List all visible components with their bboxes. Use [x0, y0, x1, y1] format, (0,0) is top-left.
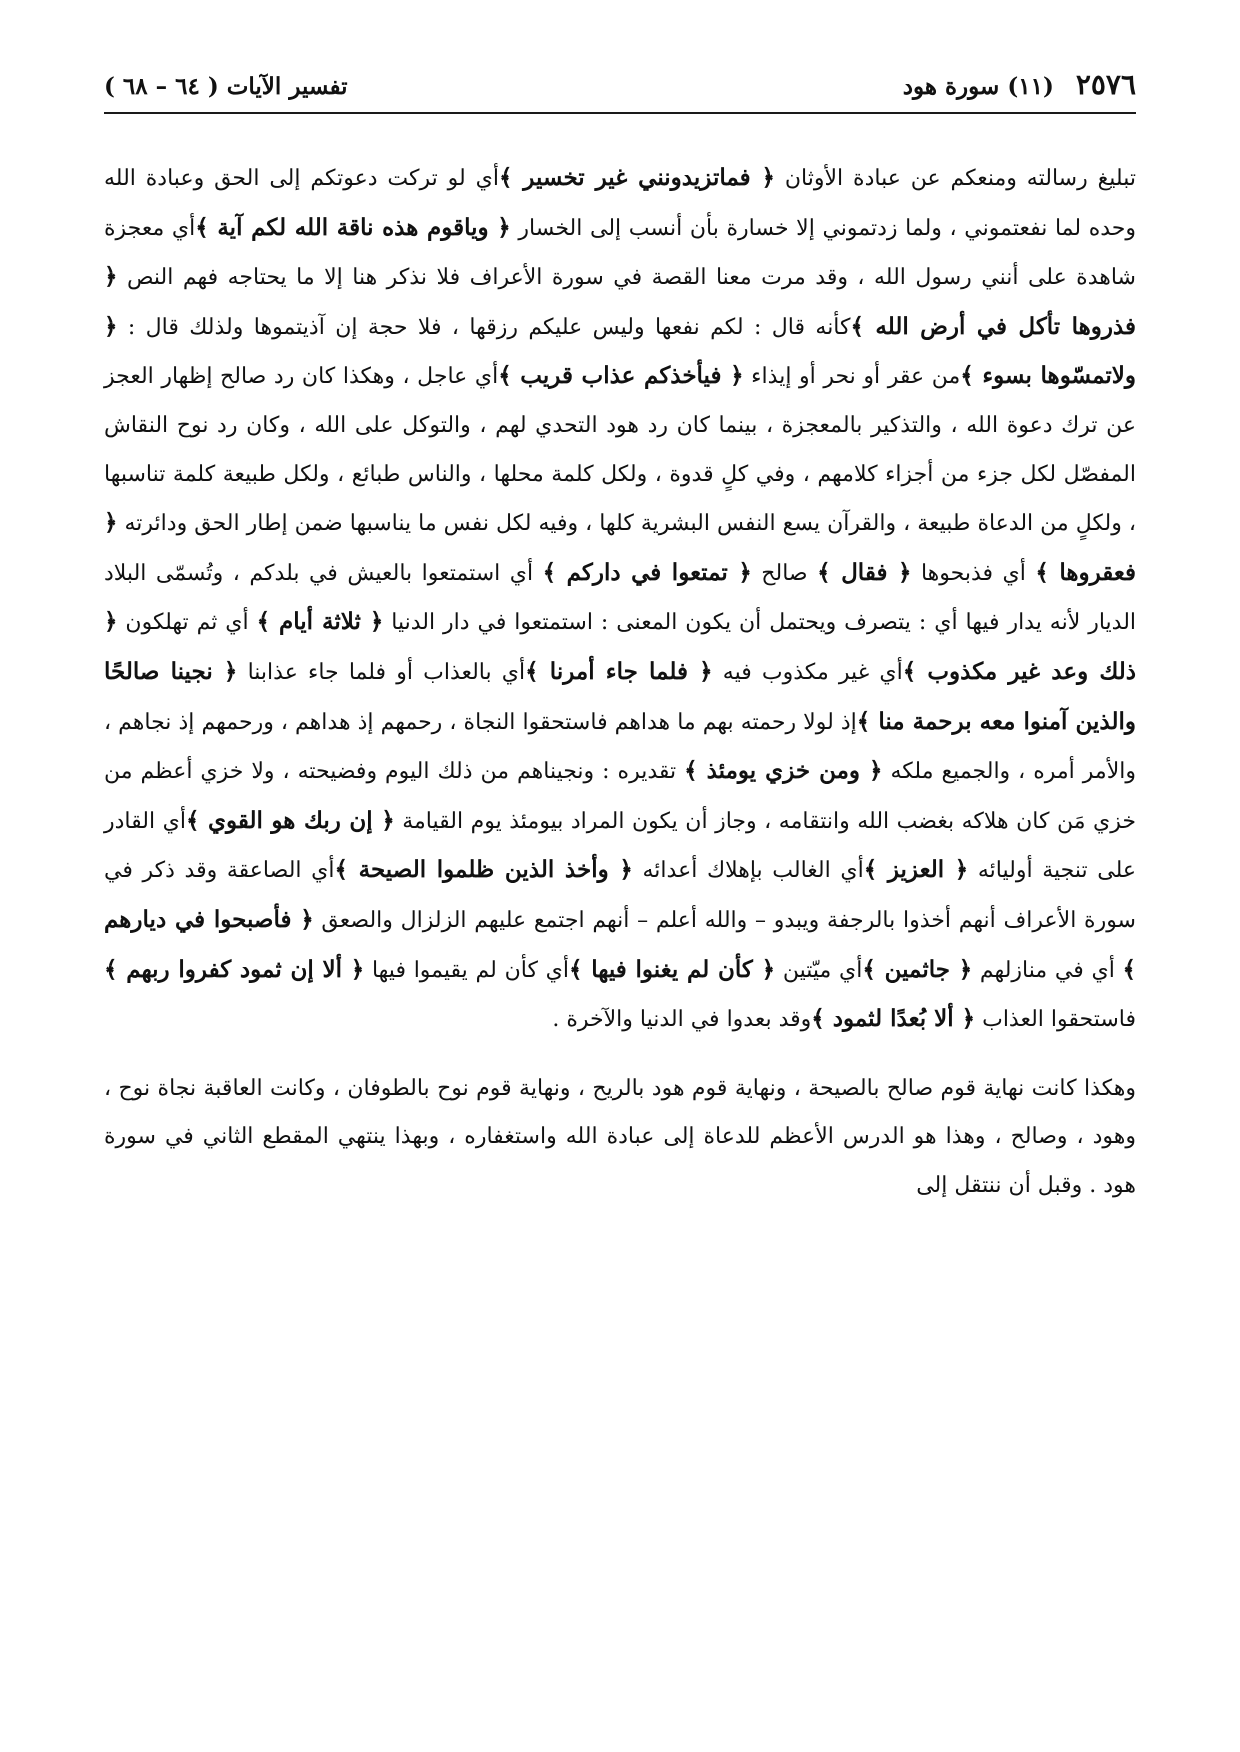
quran-quote: ﴿ وأخذ الذين ظلموا الصيحة ﴾ [334, 856, 633, 884]
quran-quote: ﴿ إن ربك هو القوي ﴾ [185, 806, 395, 834]
text-run: أي استمتعوا بالعيش في بلدكم ، وتُسمّى البلاد الديار لأنه يدار فيها أي : يتصرف ويحتمل أن يكون المعنى : استمتعوا في دار الدنيا [104, 560, 1137, 636]
quran-quote: ﴿ ثلاثة أيام ﴾ [256, 608, 384, 636]
header-divider [104, 112, 1136, 114]
text-run: أي في منازلهم [972, 957, 1123, 983]
quran-quote: ﴿ ومن خزي يومئذ ﴾ [684, 757, 883, 785]
quran-quote: ﴿ ذلك وعد غير مكذوب ﴾ [104, 608, 1136, 685]
section-title: تفسير الآيات ( ٦٤ – ٦٨ ) [104, 73, 348, 100]
text-run: وهكذا كانت نهاية قوم صالح بالصيحة ، ونهاية قوم هود بالريح ، ونهاية قوم نوح بالطوفان ، وكانت العاقبة نجاة نوح ، وهود ، وصالح ، وهذا هو الدرس الأعظم للدعاة إلى عبادة الله واستغفاره ، وبهذا ينتهي المقطع الثاني في سورة هود . وقبل أن ننتقل إلى [104, 1075, 1136, 1198]
quran-quote: ﴿ العزيز ﴾ [863, 856, 969, 884]
quran-quote: ﴿ فأصبحوا في ديارهم ﴾ [104, 905, 1137, 983]
text-run: كأنه قال : لكم نفعها وليس عليكم رزقها ، فلا حجة إن آذيتموها ولذلك قال : [117, 314, 851, 340]
text-run: إذ لولا رحمته بهم ما هداهم فاستحقوا النجاة ، رحمهم إذ هداهم ، ورحمهم إذ نجاهم ، والأمر أمره ، والجميع ملكه [104, 709, 1136, 785]
quran-quote: ﴿ فعقروها ﴾ [104, 509, 1136, 586]
text-run: أي عاجل ، وهكذا كان رد صالح إظهار العجز عن ترك دعوة الله ، والتذكير بالمعجزة ، بينما كان رد هود التحدي لهم ، والتوكل على الله ، وكان رد نوح النقاش المفصّل لكل جزء من أجزاء كلامهم ، وفي كلٍ قدوة ، ولكل كلمة محلها ، والناس طبائع ، ولكل طبيعة كلمة تناسبها ، ولكلٍ من الدعاة طبيعة ، والقرآن يسع النفس البشرية كلها ، وفيه لكل نفس ما يناسبها ضمن إطار الحق ودائرته [104, 364, 1136, 537]
text-run: تقديره : ونجيناهم من ذلك اليوم وفضيحته ، ولا خزي أعظم من خزي مَن كان هلاكه بغضب الله وانتقامه ، وجاز أن يكون المراد بيومئذ يوم القيامة [104, 759, 1136, 834]
text-run: أي ثم تهلكون [117, 610, 257, 636]
quran-quote: ﴿ ألا إن ثمود كفروا ربهم ﴾ [104, 955, 365, 983]
paragraph [104, 1065, 1136, 1211]
text-run: أي كأن لم يقيموا فيها [364, 957, 569, 983]
page-header [104, 68, 1136, 108]
quran-quote: ﴿ ولاتمسّوها بسوء ﴾ [104, 312, 1137, 390]
quran-quote: ﴿ ألا بُعدًا لثمود ﴾ [811, 1005, 976, 1033]
page-number: ٢٥٧٦ [1075, 68, 1136, 101]
text-run: أي لو تركت دعوتكم إلى الحق وعبادة الله وحده لما نفعتموني ، ولما زدتموني إلا خسارة بأن أنسب إلى الخسار [104, 166, 1137, 241]
quran-quote: ﴿ فقال ﴾ [817, 558, 912, 586]
text-run: أي بالعذاب أو فلما جاء عذابنا [237, 659, 526, 685]
text-run: صالح [751, 560, 818, 586]
paragraph [104, 154, 1136, 1045]
text-run: أي معجزة شاهدة على أنني رسول الله ، وقد مرت معنا القصة في سورة الأعراف فلا نذكر هنا إلا ما يحتاجه فهم النص [104, 215, 1136, 291]
quran-quote: ﴿ فذروها تأكل في أرض الله ﴾ [104, 263, 1136, 340]
quran-quote: ﴿ فلما جاء أمرنا ﴾ [525, 657, 713, 685]
quran-quote: ﴿ وياقوم هذه ناقة الله لكم آية ﴾ [195, 213, 511, 241]
body-text [104, 154, 1136, 1210]
text-run: أي الغالب بإهلاك أعدائه [632, 858, 864, 884]
quran-quote: ﴿ فماتزيدونني غير تخسير ﴾ [498, 164, 776, 191]
quran-quote: ﴿ كأن لم يغنوا فيها ﴾ [569, 955, 776, 983]
text-run: أي القادر على تنجية أوليائه [104, 808, 1137, 884]
quran-quote: ﴿ فيأخذكم عذاب قريب ﴾ [498, 362, 744, 390]
quran-quote: ﴿ تمتعوا في داركم ﴾ [542, 558, 752, 586]
text-run: أي فذبحوها [911, 560, 1036, 586]
quran-quote: ﴿ جاثمين ﴾ [862, 955, 973, 983]
header-right-group [903, 68, 1136, 101]
text-run: أي الصاعقة وقد ذكر في سورة الأعراف أنهم أخذوا بالرجفة ويبدو – والله أعلم – أنهم اجتمع عليهم الزلزال والصعق [104, 858, 1136, 933]
text-run: أي ميّتين [775, 957, 863, 983]
text-run: من عقر أو نحر أو إيذاء [743, 364, 961, 390]
text-run: فاستحقوا العذاب [975, 1007, 1136, 1033]
text-run: وقد بعدوا في الدنيا والآخرة . [552, 1007, 812, 1033]
text-run: تبليغ رسالته ومنعكم عن عبادة الأوثان [775, 166, 1136, 191]
text-run: أي غير مكذوب فيه [712, 659, 903, 685]
surah-title: (١١) سورة هود [902, 73, 1054, 100]
quran-quote: ﴿ نجينا صالحًا والذين آمنوا معه برحمة منا ﴾ [104, 657, 1136, 735]
